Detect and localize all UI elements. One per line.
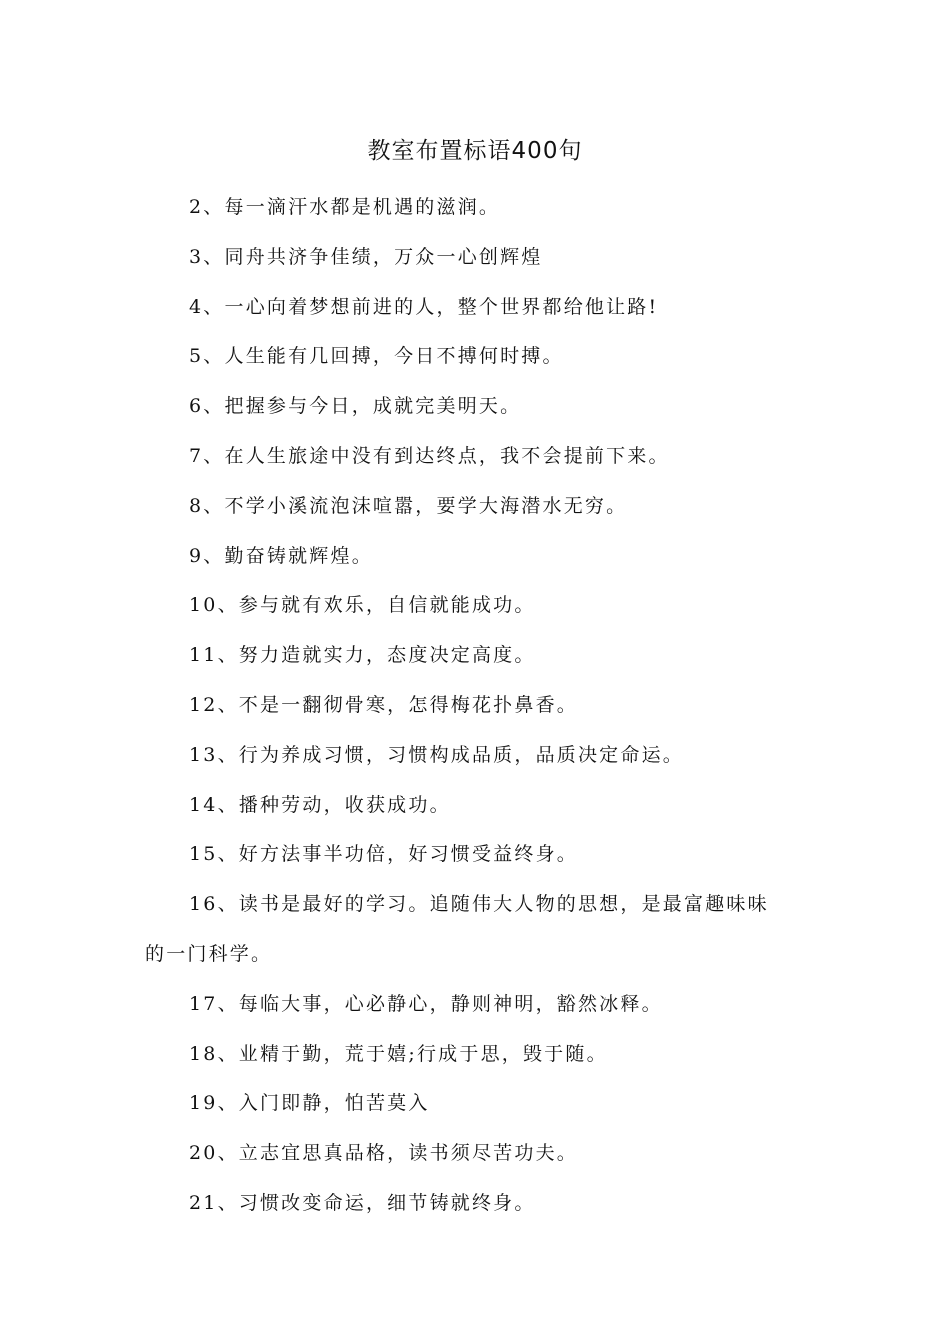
slogan-item: 4、一心向着梦想前进的人，整个世界都给他让路!: [189, 295, 659, 318]
slogan-item: 8、不学小溪流泡沫喧嚣，要学大海潜水无穷。: [189, 494, 628, 517]
slogan-item: 21、习惯改变命运，细节铸就终身。: [189, 1191, 536, 1214]
document-title: 教室布置标语400句: [367, 138, 583, 164]
slogan-item: 9、勤奋铸就辉煌。: [189, 544, 373, 567]
slogan-item: 7、在人生旅途中没有到达终点，我不会提前下来。: [189, 444, 670, 467]
slogan-item: 10、参与就有欢乐，自信就能成功。: [189, 594, 536, 617]
slogan-item: 13、行为养成习惯，习惯构成品质，品质决定命运。: [189, 743, 684, 766]
slogan-item: 2、每一滴汗水都是机遇的滋润。: [189, 196, 501, 218]
slogan-item: 6、把握参与今日，成就完美明天。: [189, 395, 522, 418]
slogan-item: 12、不是一翻彻骨寒，怎得梅花扑鼻香。: [189, 693, 578, 716]
slogan-item: 19、入门即静，怕苦莫入: [189, 1092, 430, 1115]
slogan-item: 3、同舟共济争佳绩，万众一心创辉煌: [189, 245, 543, 268]
slogan-list: [145, 183, 825, 1229]
slogan-item: 18、业精于勤，荒于嬉;行成于思，毁于随。: [189, 1042, 608, 1065]
slogan-item: 16、读书是最好的学习。追随伟大人物的思想，是最富趣味味: [189, 893, 769, 916]
slogan-item-continuation: 的一门科学。: [145, 942, 273, 965]
slogan-item: 5、人生能有几回搏，今日不搏何时搏。: [189, 345, 564, 368]
slogan-item: 17、每临大事，心必静心，静则神明，豁然冰释。: [189, 992, 663, 1015]
slogan-item: 20、立志宜思真品格，读书须尽苦功夫。: [189, 1142, 578, 1165]
slogan-item: 11、努力造就实力，态度决定高度。: [189, 644, 536, 667]
slogan-item: 14、播种劳动，收获成功。: [189, 793, 451, 816]
slogan-item: 15、好方法事半功倍，好习惯受益终身。: [189, 843, 578, 866]
